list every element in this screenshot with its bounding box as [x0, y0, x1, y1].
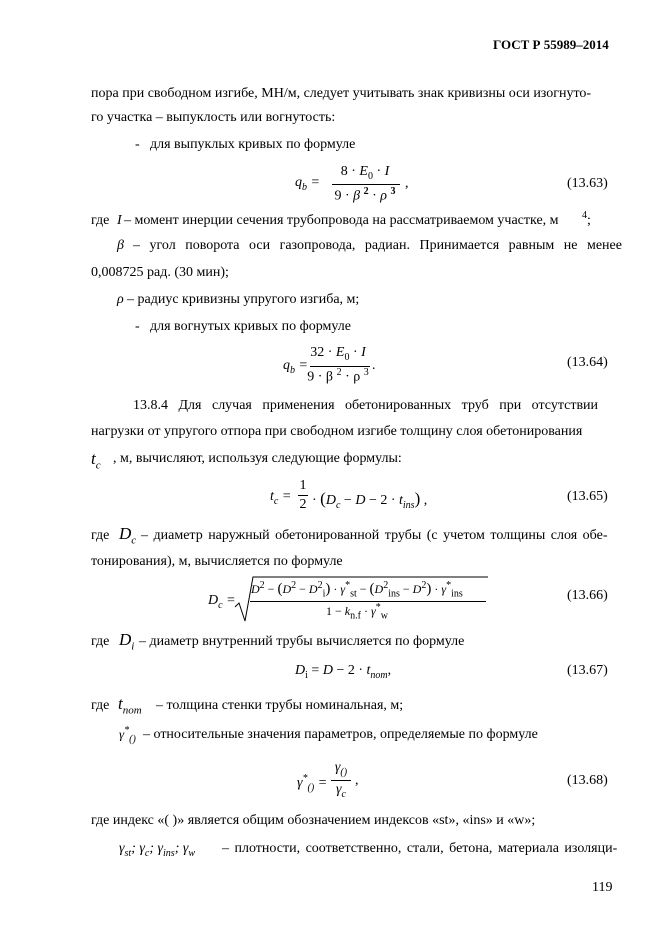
formula-13-66-lhs: $D_c$ =	[208, 593, 236, 611]
document-header: ГОСТ Р 55989–2014	[493, 37, 609, 52]
semicolon: ;	[587, 213, 591, 228]
formula-13-66-numerator: $D^2 - (D^2 - D^2_i) \cdot \gamma^*_{st} - (D^2_{ins} - D^2) \cdot \gamma^*_{ins}$	[251, 580, 463, 600]
text-line: – момент инерции сечения трубопровода на рассматриваемом участке, м	[124, 213, 559, 228]
formula-13-68-numerator: $\gamma_{()}$	[334, 760, 348, 778]
formula-13-65-numerator: 1	[299, 478, 307, 493]
symbol-Dc: $D_c$	[119, 524, 137, 547]
symbol-Di: $D_i$	[119, 630, 135, 653]
density-symbols: $\gamma_{st}$; $\gamma_c$; $\gamma_{ins}$; $\gamma_w$	[119, 841, 196, 859]
formula-13-66-denominator: $1 - k_{n.f} \cdot \gamma^*_w$	[326, 602, 388, 622]
text-line: го участка – выпуклость или вогнутость:	[91, 110, 336, 125]
fraction-bar	[298, 495, 308, 496]
formula-13-65-denominator: 2	[299, 497, 307, 512]
text-line: – диаметр наружный обетонированной трубы (с учетом толщины слоя обе-	[141, 528, 608, 543]
comma: ,	[355, 773, 359, 788]
page-number: 119	[592, 880, 613, 895]
symbol-I: I	[117, 213, 122, 228]
formula-number: (13.68)	[567, 773, 608, 788]
formula-13-65-rhs: · $(D_c - D - 2 \cdot t_{ins})$ ,	[312, 489, 428, 511]
superscript-4: 4	[582, 210, 587, 221]
period: .	[372, 358, 376, 373]
symbol-tnom: $t_{nom}$	[118, 694, 142, 717]
symbol-beta: β	[117, 238, 124, 253]
text-line: для выпуклых кривых по формуле	[150, 137, 356, 152]
formula-13-64-numerator: $32 \cdot E_0 \cdot I$	[310, 345, 366, 363]
fraction-bar	[331, 780, 351, 781]
where-label: где	[91, 528, 110, 543]
where-label: где	[91, 698, 110, 713]
text-line: – диаметр внутренний трубы вычисляется по формуле	[139, 634, 465, 649]
formula-number: (13.65)	[567, 489, 608, 504]
formula-13-68-lhs: $\gamma^*_{()}$ =	[297, 773, 328, 794]
text-line: – радиус кривизны упругого изгиба, м;	[127, 292, 360, 307]
text-line: где индекс «( )» является общим обозначением индексов «st», «ins» и «w»;	[91, 813, 536, 828]
bullet-dash: -	[135, 137, 140, 152]
text-line: тонирования), м, вычисляется по формуле	[91, 554, 343, 569]
symbol-gamma-star: $\gamma^*_{()}$	[119, 725, 136, 745]
bullet-dash: -	[135, 319, 140, 334]
text-line: 13.8.4 Для случая применения обетонированных труб при отсутствии	[133, 398, 599, 413]
text-line: нагрузки от упругого отпора при свободном изгибе толщину слоя обетонирования	[91, 424, 583, 439]
formula-number: (13.66)	[567, 588, 608, 603]
formula-13-68-denominator: $\gamma_c$	[336, 782, 346, 800]
formula-13-64-lhs: $q_b$ =	[283, 358, 308, 376]
text-line: – относительные значения параметров, определяемые по формуле	[143, 727, 538, 742]
text-line: – угол поворота оси газопровода, радиан. Принимается равным не менее	[133, 238, 622, 253]
text-line: – толщина стенки трубы номинальная, м;	[156, 698, 404, 713]
text-line: 0,008725 рад. (30 мин);	[91, 265, 229, 280]
formula-13-63-lhs: $q_b$ =	[295, 175, 320, 193]
where-label: где	[91, 213, 110, 228]
formula-13-65-lhs: $t_c$ =	[270, 489, 292, 507]
formula-13-64-denominator: 9 · β $^2$ · ρ $^3$	[307, 367, 369, 385]
formula-13-63-denominator: 9 · β $^2$ · ρ $^3$	[334, 186, 396, 204]
text-line: – плотности, соответственно, стали, бетона, материала изоляци-	[222, 841, 618, 856]
fraction-bar	[332, 184, 400, 185]
formula-number: (13.63)	[567, 176, 608, 191]
where-label: где	[91, 634, 110, 649]
symbol-tc: $t_c$	[91, 449, 101, 472]
text-line: , м, вычисляют, используя следующие формулы:	[113, 451, 402, 466]
formula-13-67: $D_i = D - 2 \cdot t_{nom}$,	[295, 663, 392, 681]
text-line: для вогнутых кривых по формуле	[150, 319, 351, 334]
formula-number: (13.67)	[567, 663, 608, 678]
symbol-rho: ρ	[117, 292, 124, 307]
text-line: пора при свободном изгибе, МН/м, следует учитывать знак кривизны оси изогнуто-	[91, 86, 592, 101]
comma: ,	[405, 176, 409, 191]
formula-number: (13.64)	[567, 355, 608, 370]
formula-13-63-numerator: $8 \cdot E_0 \cdot I$	[340, 164, 390, 182]
